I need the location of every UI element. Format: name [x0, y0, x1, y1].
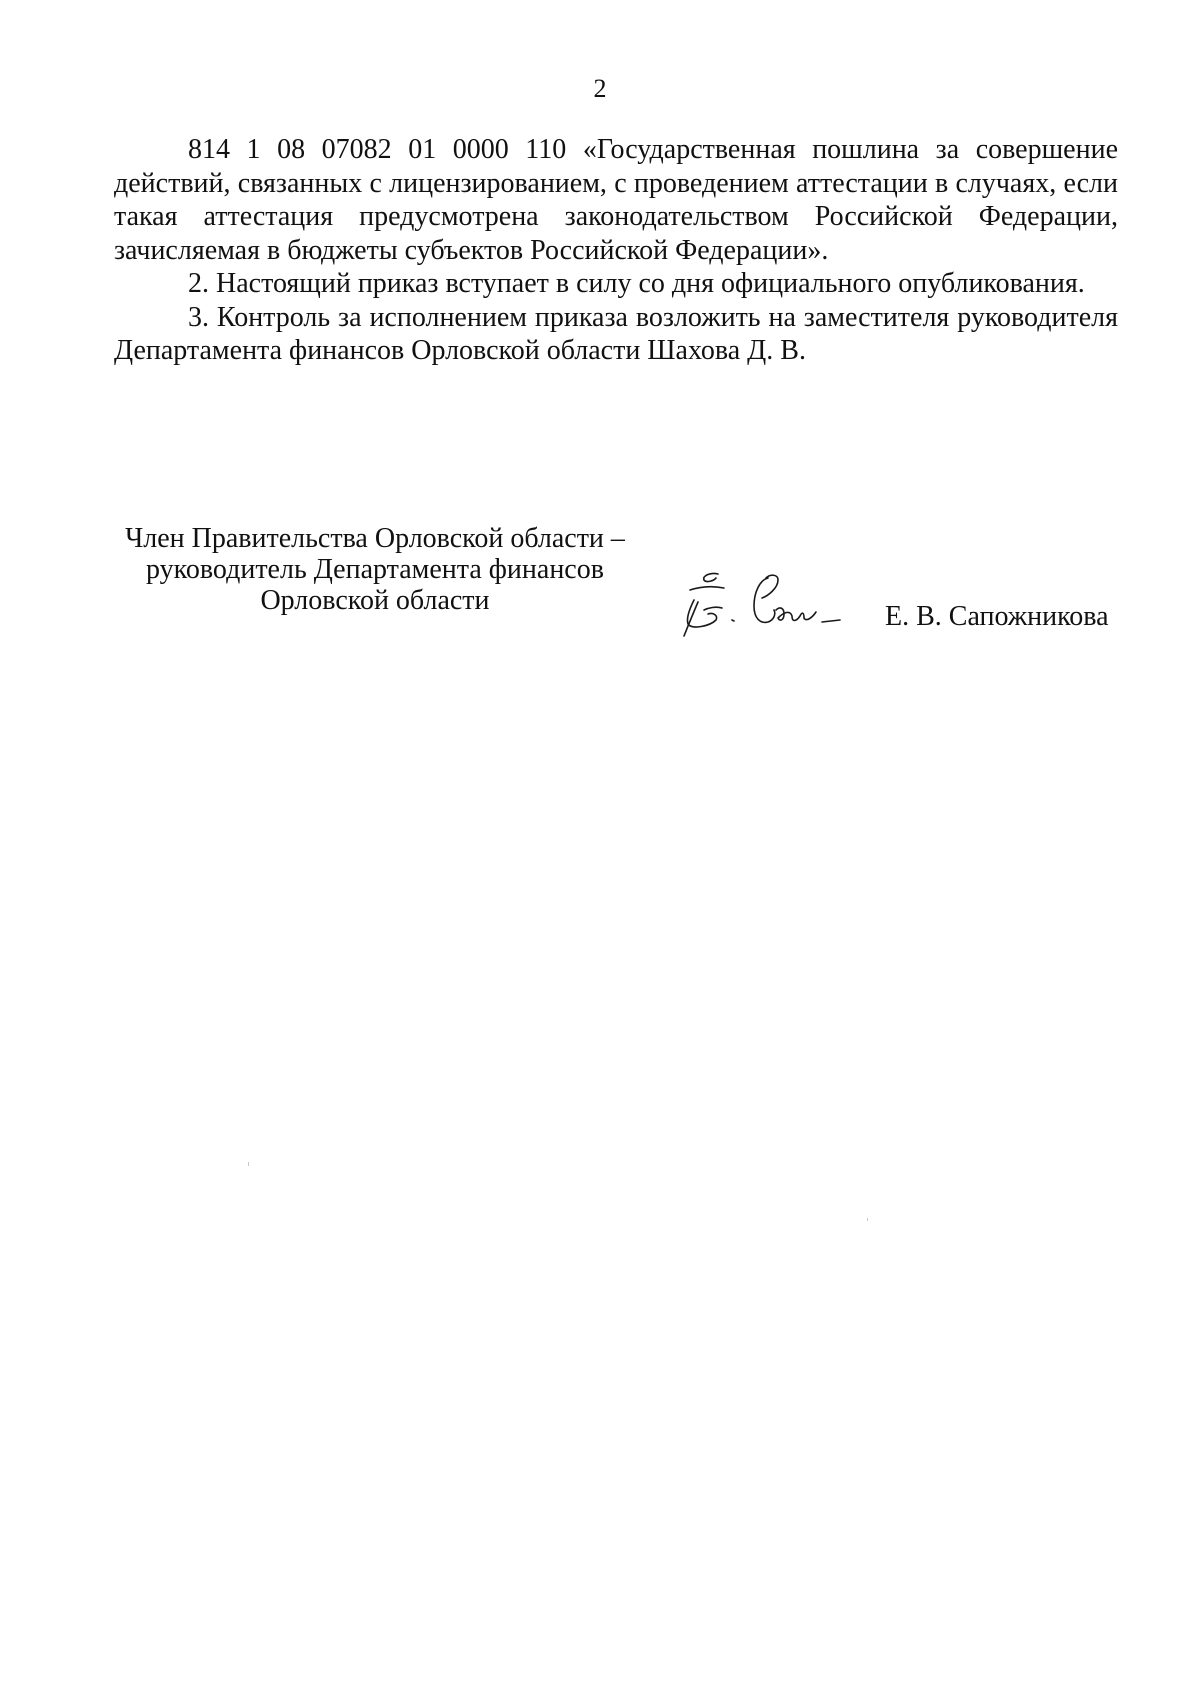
- scan-speck: [248, 1162, 249, 1166]
- signer-name: Е. В. Сапожникова: [885, 601, 1109, 632]
- position-line-1: Член Правительства Орловской области –: [125, 523, 625, 554]
- signatory-position: [100, 523, 650, 616]
- handwritten-signature: [680, 566, 850, 644]
- scan-speck: [867, 1218, 868, 1221]
- position-line-2: руководитель Департамента финансов: [146, 554, 604, 585]
- paragraph-control: 3. Контроль за исполнением приказа возложить на заместителя руководителя Департамента финансов Орловской области Шахова Д. В.: [114, 301, 1118, 366]
- paragraph-budget-code: 814 1 08 07082 01 0000 110 «Государственная пошлина за совершение действий, связанных с лицензированием, с проведением аттестации в случаях, если такая аттестация предусмотрена законодательством Российской Федерации, зачисляемая в бюджеты субъектов Российской Федерации».: [114, 134, 1118, 266]
- document-body: [114, 133, 1118, 368]
- page-number: 2: [593, 74, 607, 103]
- paragraph-effective-date: 2. Настоящий приказ вступает в силу со дня официального опубликования.: [188, 268, 1085, 299]
- position-line-3: Орловской области: [260, 585, 490, 616]
